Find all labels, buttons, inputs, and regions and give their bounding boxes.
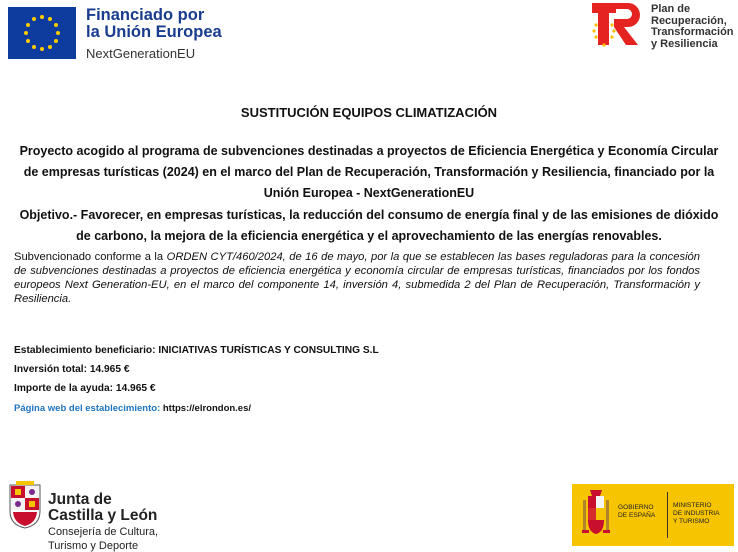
gobierno-line-2: DE ESPAÑA xyxy=(618,512,656,519)
jcyl-line-2: Castilla y León xyxy=(48,507,158,524)
ministerio-label xyxy=(673,502,720,526)
eu-line-3: NextGenerationEU xyxy=(86,45,196,61)
prtr-label xyxy=(651,4,734,50)
page-title: SUSTITUCIÓN EQUIPOS CLIMATIZACIÓN xyxy=(240,105,498,120)
jcyl-label xyxy=(48,492,158,552)
aid-amount-line: Importe de la ayuda: 14.965 € xyxy=(14,383,156,394)
jcyl-line-3: Consejería de Cultura, xyxy=(48,526,159,538)
eu-flag-logo xyxy=(8,7,76,59)
prtr-line-4: y Resiliencia xyxy=(651,37,718,50)
subsidy-order-text: ORDEN CYT/460/2024, de 16 de mayo, por la que se establecen las bases reguladoras para la concesión de subvenciones destinadas a proyectos de eficiencia energética y economía circular de empresas turísticas, financiados por los fondos europeos Next Generation-EU, en el marco del componente 14, inversión 4, submedida 2 del Plan de Recuperación, Transformación y Resiliencia. xyxy=(14,251,700,305)
jcyl-line-4: Turismo y Deporte xyxy=(48,540,139,552)
ministerio-line-1: MINISTERIO xyxy=(673,502,712,509)
eu-flag-background xyxy=(8,7,76,59)
investment-line: Inversión total: 14.965 € xyxy=(14,364,130,375)
subsidy-prefix: Subvencionado conforme a la xyxy=(14,251,167,263)
website-line xyxy=(14,403,251,414)
jcyl-line-1: Junta de xyxy=(48,491,112,508)
website-link[interactable]: https://elrondon.es/ xyxy=(162,403,252,414)
eu-funding-label xyxy=(86,7,222,60)
prtr-line-3: Transformación xyxy=(651,26,734,39)
prtr-logo-icon xyxy=(590,1,646,47)
gobierno-espana-logo xyxy=(572,484,734,546)
project-objective: Objetivo.- Favorecer, en empresas turísticas, la reducción del consumo de energía final y de las emisiones de dióxido de carbono, la mejora de la eficiencia energética y el aprovechamiento de las energías renovables. xyxy=(19,208,719,243)
eu-line-2: la Unión Europea xyxy=(86,23,222,42)
website-label: Página web del establecimiento: xyxy=(14,403,161,414)
beneficiary-line: Establecimiento beneficiario: INICIATIVAS TURÍSTICAS Y CONSULTING S.L xyxy=(14,345,379,356)
subsidy-paragraph xyxy=(14,250,700,306)
gobierno-divider xyxy=(667,492,668,538)
spain-coat-of-arms-icon xyxy=(580,490,612,540)
ministerio-line-3: Y TURISMO xyxy=(673,518,710,525)
prtr-line-2: Recuperación, xyxy=(651,14,727,27)
eu-line-1: Financiado por xyxy=(86,6,205,24)
jcyl-shield-icon xyxy=(8,481,42,529)
gobierno-line-1: GOBIERNO xyxy=(618,504,654,511)
ministerio-line-2: DE INDUSTRIA xyxy=(673,510,720,517)
gobierno-label xyxy=(618,504,655,520)
prtr-line-1: Plan de xyxy=(651,3,691,15)
project-intro: Proyecto acogido al programa de subvenciones destinadas a proyectos de Eficiencia Energética y Economía Circular de empresas turísticas (2024) en el marco del Plan de Recuperación, Transformación y Resiliencia, financiado por la Unión Europea - NextGenerationEU xyxy=(19,144,719,200)
